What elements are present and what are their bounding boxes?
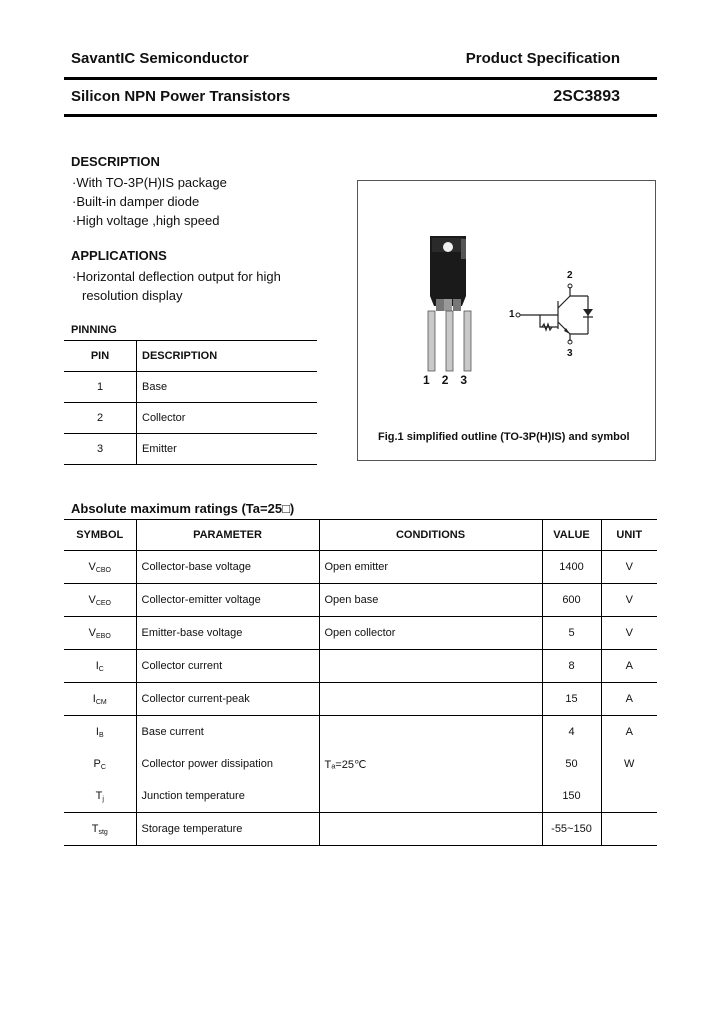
rating-symbol [64,617,136,650]
description-item: ·Built-in damper diode [72,194,200,209]
rating-condition: Open base [319,584,542,617]
rating-parameter: Collector current-peak [136,683,319,716]
rating-condition [319,780,542,813]
rating-condition [319,716,542,749]
rating-unit: A [625,726,633,738]
rating-value: 15 [542,683,601,716]
description-item: ·With TO-3P(H)IS package [72,175,227,190]
rating-parameter: Junction temperature [136,780,319,813]
pinning-title: PINNING [71,324,117,336]
rating-value: 4 [542,716,601,749]
unit-header: UNIT [616,529,643,541]
rating-parameter: Storage temperature [136,813,319,846]
rating-unit: V [625,627,633,639]
rating-parameter: Collector power dissipation [136,748,319,780]
pinning-header-row [64,341,317,372]
package-pin-label: 3 [460,373,480,387]
rating-symbol-subscript: C [98,665,104,673]
pin-description: Base [142,381,168,393]
rating-symbol-letter: P [93,757,101,770]
rating-symbol-letter: T [91,822,99,835]
rating-condition [319,683,542,716]
rating-symbol-subscript: CEO [95,599,111,607]
pin-number: 3 [64,434,137,465]
applications-list [72,267,281,305]
parameter-header: PARAMETER [136,520,319,551]
rating-symbol [64,551,136,584]
applications-title: APPLICATIONS [71,248,167,263]
rating-value: 1400 [542,551,601,584]
rating-value: 150 [542,780,601,813]
symbol-pin-label-collector: 2 [567,270,573,281]
table-row [64,372,317,403]
rating-symbol-subscript: B [98,731,104,739]
application-item: resolution display [82,288,183,303]
rating-symbol-letter: I [95,659,99,672]
rating-parameter: Collector-base voltage [136,551,319,584]
pin-description: Collector [142,412,186,424]
description-title: DESCRIPTION [71,154,160,169]
description-item: ·High voltage ,high speed [72,213,220,228]
ratings-table [64,519,657,846]
figure-caption: Fig.1 simplified outline (TO-3P(H)IS) and symbol [378,431,630,443]
table-row [64,584,657,617]
rating-symbol-subscript: stg [98,828,108,836]
header-rule-bottom [64,114,657,117]
rating-value: -55~150 [542,813,601,846]
pin-description: Emitter [142,443,177,455]
pin-description-header: DESCRIPTION [142,350,218,362]
package-pin-label: 1 [423,373,442,387]
table-row [64,780,657,813]
application-item: ·Horizontal deflection output for high [72,269,281,284]
package-outline-drawing [358,181,655,460]
rating-symbol-subscript: CBO [95,566,111,574]
rating-parameter: Emitter-base voltage [136,617,319,650]
rating-symbol-subscript: j [102,795,104,803]
pinning-table [64,340,317,465]
rating-symbol-letter: V [88,626,97,639]
table-row [64,748,657,780]
table-row [64,403,317,434]
rating-symbol-subscript: EBO [96,632,111,640]
package-pin-label: 2 [441,373,461,387]
table-row [64,650,657,683]
symbol-header: SYMBOL [64,520,136,551]
table-row [64,716,657,749]
rating-symbol [64,584,136,617]
rating-condition: Open emitter [319,551,542,584]
symbol-pin-label-emitter: 3 [567,348,573,359]
rating-unit: A [625,660,633,672]
table-row [64,813,657,846]
table-row [64,434,317,465]
rating-parameter: Base current [136,716,319,749]
product-line: Silicon NPN Power Transistors [71,88,291,105]
rating-symbol [64,683,136,716]
package-pin-labels [423,373,479,387]
rating-value: 50 [542,748,601,780]
rating-unit [601,813,657,846]
rating-value: 600 [542,584,601,617]
rating-symbol [64,716,136,749]
rating-value: 5 [542,617,601,650]
table-row [64,551,657,584]
rating-condition [319,813,542,846]
rating-unit [601,780,657,813]
rating-symbol [64,650,136,683]
rating-symbol-letter: V [88,560,96,573]
rating-symbol-subscript: CM [95,698,107,706]
header-rule-top [64,77,657,80]
rating-symbol-letter: I [92,692,96,705]
rating-unit: V [625,594,633,606]
figure-box [357,180,656,461]
rating-symbol-subscript: C [100,763,106,771]
rating-unit: A [625,693,633,705]
rating-parameter: Collector-emitter voltage [136,584,319,617]
rating-value: 8 [542,650,601,683]
part-number: 2SC3893 [553,88,620,105]
rating-symbol [64,748,136,780]
rating-symbol-letter: T [95,789,103,802]
rating-condition [319,650,542,683]
table-row [64,683,657,716]
rating-symbol-letter: V [88,593,96,606]
description-list [72,173,227,230]
company-name: SavantIC Semiconductor [71,50,249,67]
rating-unit: W [624,758,635,770]
transistor-symbol [520,287,588,341]
rating-condition: Tₐ=25℃ [319,748,542,780]
rating-unit: V [625,561,633,573]
ratings-header-row [64,520,657,551]
table-row [64,617,657,650]
pin-header: PIN [64,341,137,372]
symbol-pin-label-base: 1 [509,309,515,320]
rating-symbol [64,780,136,813]
rating-symbol-letter: I [95,725,99,738]
ratings-title: Absolute maximum ratings (Ta=25□) [71,501,295,516]
rating-condition: Open collector [319,617,542,650]
pin-number: 1 [64,372,137,403]
conditions-header: CONDITIONS [319,520,542,551]
value-header: VALUE [542,520,601,551]
rating-parameter: Collector current [136,650,319,683]
rating-symbol [64,813,136,846]
doc-type: Product Specification [465,50,620,67]
pin-number: 2 [64,403,137,434]
